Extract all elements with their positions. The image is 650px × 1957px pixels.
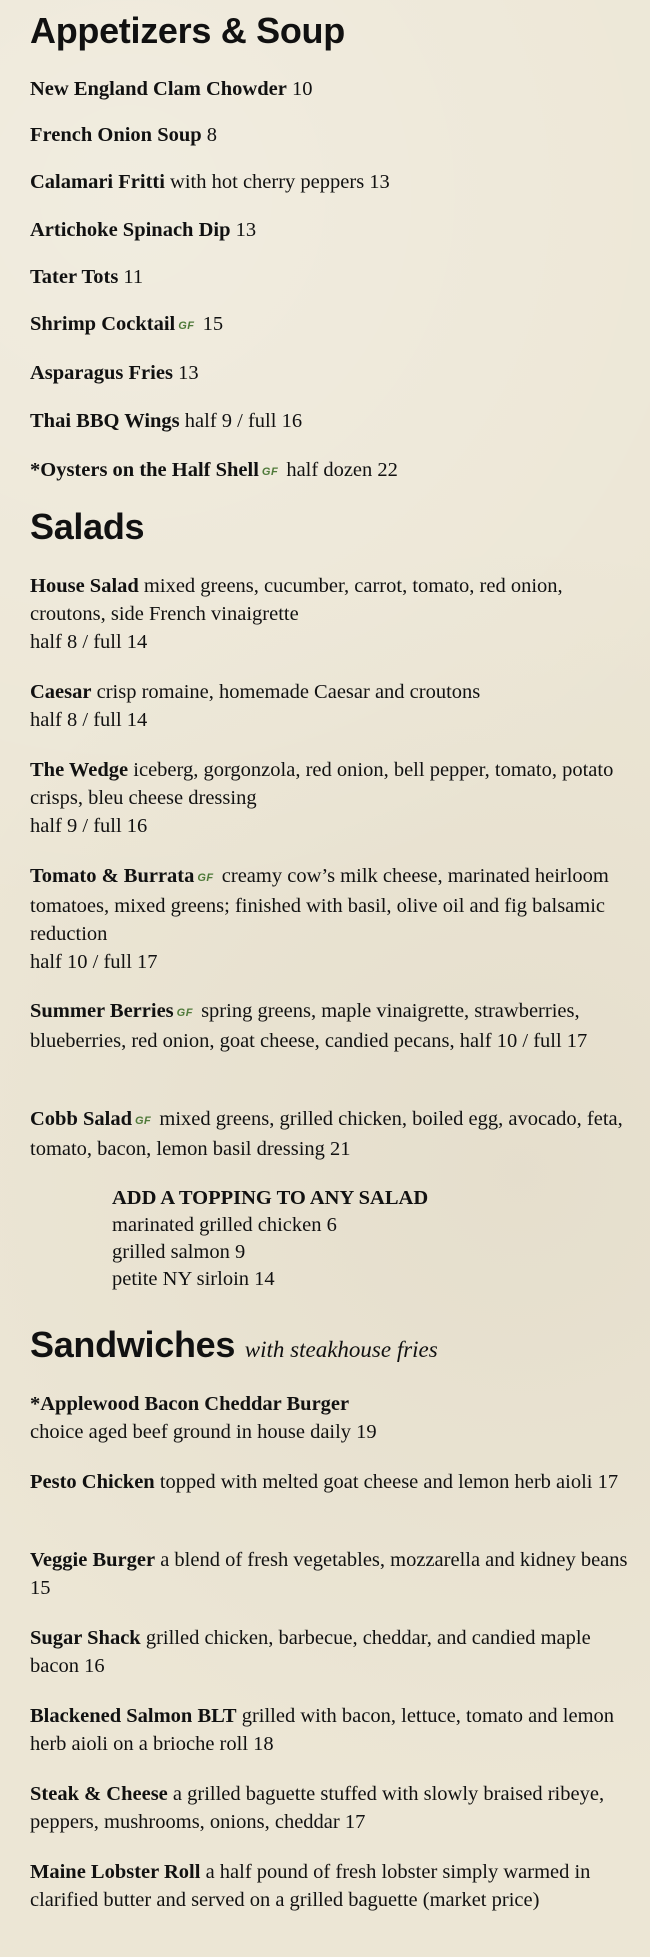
item-name: Veggie Burger — [30, 1549, 156, 1571]
item-name: Artichoke Spinach Dip — [30, 219, 231, 241]
item-price: half 8 / full 14 — [30, 631, 148, 653]
item-desc: 13 — [172, 362, 199, 384]
menu-item-oysters — [30, 456, 640, 486]
item-name: Sugar Shack — [30, 1627, 141, 1649]
item-name: Asparagus Fries — [30, 362, 173, 384]
salads-title: Salads — [30, 506, 145, 547]
menu-item-tomato-burrata — [30, 862, 640, 976]
item-name: Shrimp Cocktail — [30, 313, 176, 335]
menu-item-french-onion-soup — [30, 121, 640, 149]
item-name: *Oysters on the Half Shell — [30, 459, 259, 481]
menu-item-steak-cheese — [30, 1780, 640, 1836]
menu-item-caesar — [30, 678, 640, 734]
item-name: Calamari Fritti — [30, 171, 165, 193]
item-name: Caesar — [30, 681, 92, 703]
menu-item-salmon-blt — [30, 1702, 640, 1758]
item-name: Cobb Salad — [30, 1108, 132, 1130]
item-price: half 9 / full 16 — [30, 815, 148, 837]
item-name: Tater Tots — [30, 266, 119, 288]
item-name: Maine Lobster Roll — [30, 1861, 201, 1883]
menu-item-veggie-burger — [30, 1546, 640, 1602]
menu-item-pesto-chicken — [30, 1468, 640, 1496]
item-price: half 8 / full 14 — [30, 709, 148, 731]
item-desc: grilled chicken, barbecue, cheddar, and candied maple bacon 16 — [30, 1627, 591, 1677]
item-name: Pesto Chicken — [30, 1471, 155, 1493]
item-desc: mixed greens, cucumber, carrot, tomato, red onion, croutons, side French vinaigrette — [30, 575, 563, 625]
item-name: French Onion Soup — [30, 124, 202, 146]
item-name: New England Clam Chowder — [30, 78, 287, 100]
appetizers-title: Appetizers & Soup — [30, 10, 345, 51]
menu-item-summer-berries — [30, 997, 640, 1055]
menu-item-house-salad — [30, 572, 640, 656]
item-desc: choice aged beef ground in house daily 19 — [30, 1421, 377, 1443]
item-desc: topped with melted goat cheese and lemon herb aioli 17 — [154, 1471, 619, 1493]
item-desc: 11 — [118, 266, 144, 288]
item-name: Steak & Cheese — [30, 1783, 168, 1805]
item-desc: spring greens, maple vinaigrette, strawberries, blueberries, red onion, goat cheese, candied pecans, half 10 / full 17 — [30, 1000, 588, 1052]
item-desc: half 9 / full 16 — [179, 410, 303, 432]
item-name: The Wedge — [30, 759, 129, 781]
gluten-free-icon: GF — [197, 872, 214, 884]
menu-item-thai-bbq-wings — [30, 407, 640, 435]
item-desc: creamy cow’s milk cheese, marinated heirloom tomatoes, mixed greens; finished with basil, olive oil and fig balsamic reduction — [30, 865, 609, 945]
salad-toppings — [112, 1185, 612, 1293]
item-desc: a grilled baguette stuffed with slowly braised ribeye, peppers, mushrooms, onions, cheddar 17 — [30, 1783, 605, 1833]
sandwiches-subtitle: with steakhouse fries — [244, 1337, 438, 1362]
item-desc: 15 — [197, 313, 224, 335]
gluten-free-icon: GF — [134, 1115, 152, 1127]
menu-item-bacon-cheddar-burger — [30, 1390, 640, 1446]
topping-line: marinated grilled chicken 6 — [112, 1214, 337, 1236]
item-name: *Applewood Bacon Cheddar Burger — [30, 1393, 350, 1415]
item-desc: a half pound of fresh lobster simply warmed in clarified butter and served on a grilled baguette (market price) — [30, 1861, 591, 1911]
item-desc: a blend of fresh vegetables, mozzarella and kidney beans 15 — [30, 1549, 628, 1599]
menu-item-calamari — [30, 168, 640, 196]
menu-item-sugar-shack — [30, 1624, 640, 1680]
menu-item-cobb-salad — [30, 1105, 640, 1163]
topping-line: petite NY sirloin 14 — [112, 1268, 275, 1290]
menu-item-clam-chowder — [30, 75, 640, 103]
topping-line: grilled salmon 9 — [112, 1241, 246, 1263]
sandwiches-title-text: Sandwiches — [30, 1324, 236, 1365]
menu-item-shrimp-cocktail — [30, 310, 640, 340]
item-price: half 10 / full 17 — [30, 951, 158, 973]
item-desc: half dozen 22 — [281, 459, 398, 481]
item-desc: 13 — [230, 219, 257, 241]
item-desc: with hot cherry peppers 13 — [164, 171, 390, 193]
item-name: Thai BBQ Wings — [30, 410, 180, 432]
menu-item-lobster-roll — [30, 1858, 640, 1914]
menu-item-tater-tots — [30, 263, 640, 291]
item-name: Tomato & Burrata — [30, 865, 195, 887]
item-desc: 10 — [286, 78, 313, 100]
menu-item-asparagus-fries — [30, 359, 640, 387]
item-desc: grilled with bacon, lettuce, tomato and lemon herb aioli on a brioche roll 18 — [30, 1705, 615, 1755]
item-name: Summer Berries — [30, 1000, 174, 1022]
item-desc: crisp romaine, homemade Caesar and croutons — [91, 681, 481, 703]
gluten-free-icon: GF — [261, 466, 279, 478]
item-desc: iceberg, gorgonzola, red onion, bell pepper, tomato, potato crisps, bleu cheese dressing — [30, 759, 614, 809]
sandwiches-title — [30, 1324, 438, 1366]
gluten-free-icon: GF — [176, 1007, 193, 1019]
menu-item-the-wedge — [30, 756, 640, 840]
toppings-heading: ADD A TOPPING TO ANY SALAD — [112, 1187, 429, 1209]
menu-item-artichoke-dip — [30, 216, 640, 244]
item-name: House Salad — [30, 575, 139, 597]
gluten-free-icon: GF — [178, 320, 195, 332]
item-desc: 8 — [201, 124, 218, 146]
item-name: Blackened Salmon BLT — [30, 1705, 237, 1727]
item-desc: mixed greens, grilled chicken, boiled egg, avocado, feta, tomato, bacon, lemon basil dressing 21 — [30, 1108, 623, 1160]
